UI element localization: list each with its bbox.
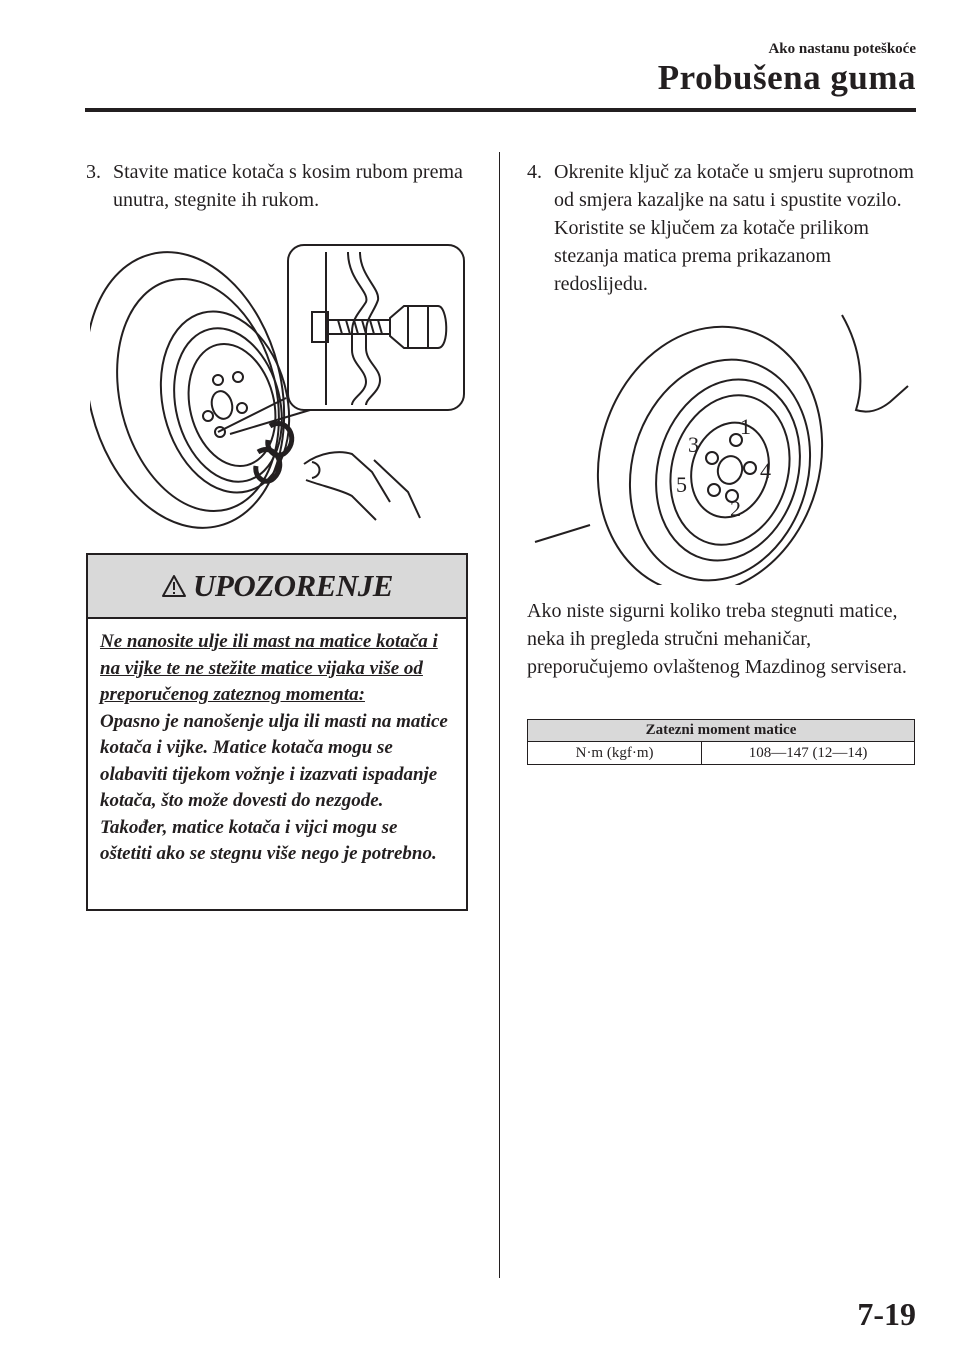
warning-header (88, 555, 466, 619)
order-label: 2 (730, 496, 741, 521)
warning-lead: Ne nanosite ulje ili mast na matice kotača i na vijke te ne stežite matice vijaka više od preporučenog zateznog momenta: (100, 631, 438, 705)
warning-box (86, 553, 468, 911)
column-divider (499, 152, 500, 1278)
order-label: 3 (688, 432, 699, 457)
step-4-number: 4. (527, 161, 542, 183)
page-number: 7-19 (857, 1296, 916, 1332)
step-3-text: Stavite matice kotača s kosim rubom prema unutra, stegnite ih rukom. (113, 161, 463, 211)
torque-value-cell: 108—147 (12—14) (702, 742, 915, 765)
warning-triangle-icon (161, 574, 187, 598)
step-3-number: 3. (86, 161, 101, 183)
order-label: 4 (760, 458, 771, 483)
tire-order-drawing (535, 310, 908, 585)
torque-table (527, 719, 915, 765)
warning-title: UPOZORENJE (193, 568, 393, 603)
tire-drawing (90, 240, 312, 530)
warning-text: Opasno je nanošenje ulja ili masti na matice kotača i vijke. Matice kotača mogu se olabaviti tijekom vožnje i izazvati ispadanje kotača, što može dovesti do nezgode. Također, matice kotača i vijci mogu se oštetiti ako se stegnu više nego je potrebno. (100, 710, 448, 864)
torque-table-header: Zatezni moment matice (528, 720, 915, 742)
step-3 (86, 158, 476, 214)
order-label: 5 (676, 472, 687, 497)
wheel-nut-illustration (90, 240, 470, 530)
order-label: 1 (740, 414, 751, 439)
step-4-text: Okrenite ključ za kotače u smjeru suprotnom od smjera kazaljke na satu i spustite vozilo. Koristite se ključem za kotače prilikom stezanja matica prema prikazanom redoslijedu. (554, 161, 914, 295)
page-title: Probušena guma (657, 58, 916, 97)
tightening-order-illustration (530, 310, 920, 585)
torque-unit-cell: N·m (kgf·m) (528, 742, 702, 765)
advice-paragraph: Ako niste sigurni koliko treba stegnuti matice, neka ih pregleda stručni mehaničar, preporučujemo ovlaštenog Mazdinog servisera. (527, 600, 907, 678)
header-rule (85, 108, 916, 112)
header-subtitle: Ako nastanu poteškoće (768, 41, 916, 57)
warning-body (88, 619, 466, 868)
inset-bolt-drawing (218, 245, 464, 434)
step-4 (527, 158, 927, 298)
